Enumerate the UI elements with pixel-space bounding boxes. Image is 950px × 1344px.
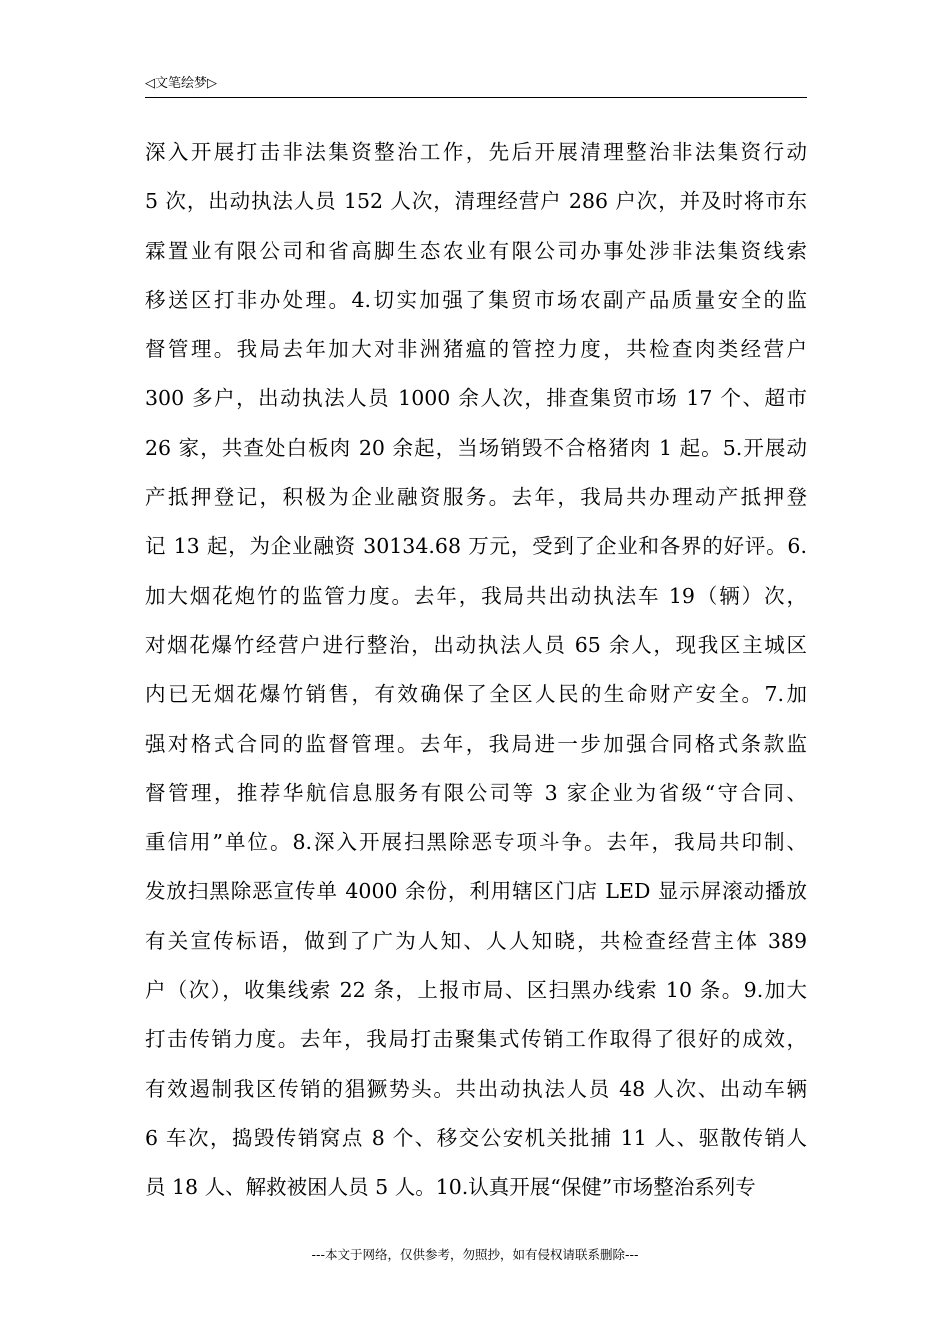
body-line: 有关宣传标语，做到了广为人知、人人知晓，共检查经营主体 389 [145, 928, 807, 953]
header-divider [145, 97, 807, 98]
body-line: 发放扫黑除恶宣传单 4000 余份，利用辖区门店 LED 显示屏滚动播放 [145, 879, 807, 904]
body-line: 员 18 人、解救被困人员 5 人。10.认真开展“保健”市场整治系列专 [145, 1175, 756, 1200]
body-line: 记 13 起，为企业融资 30134.68 万元，受到了企业和各界的好评。6. [145, 534, 807, 559]
body-line: 督管理，推荐华航信息服务有限公司等 3 家企业为省级“守合同、 [145, 780, 807, 805]
body-line: 重信用”单位。8.深入开展扫黑除恶专项斗争。去年，我局共印制、 [145, 830, 807, 855]
body-line: 移送区打非办处理。4.切实加强了集贸市场农副产品质量安全的监 [145, 287, 807, 312]
header-title: ◁文笔绘梦▷ [145, 76, 217, 91]
body-line: 5 次，出动执法人员 152 人次，清理经营户 286 户次，并及时将市东 [145, 189, 807, 214]
body-line: 有效遏制我区传销的猖獗势头。共出动执法人员 48 人次、出动车辆 [145, 1076, 807, 1101]
document-body [145, 134, 807, 1219]
body-line: 6 车次，捣毁传销窝点 8 个、移交公安机关批捕 11 人、驱散传销人 [145, 1125, 807, 1150]
body-line: 加大烟花炮竹的监管力度。去年，我局共出动执法车 19（辆）次， [145, 583, 807, 608]
page-header [145, 74, 807, 98]
body-line: 督管理。我局去年加大对非洲猪瘟的管控力度，共检查肉类经营户 [145, 337, 807, 362]
body-line: 打击传销力度。去年，我局打击聚集式传销工作取得了很好的成效， [145, 1027, 807, 1052]
body-line: 产抵押登记，积极为企业融资服务。去年，我局共办理动产抵押登 [145, 485, 807, 510]
body-line: 强对格式合同的监督管理。去年，我局进一步加强合同格式条款监 [145, 731, 807, 756]
page-footer: ---本文于网络，仅供参考，勿照抄，如有侵权请联系删除--- [311, 1247, 639, 1262]
body-line: 霖置业有限公司和省高脚生态农业有限公司办事处涉非法集资线索 [145, 238, 807, 263]
body-line: 户（次），收集线索 22 条，上报市局、区扫黑办线索 10 条。9.加大 [145, 978, 807, 1003]
body-line: 26 家，共查处白板肉 20 余起，当场销毁不合格猪肉 1 起。5.开展动 [145, 435, 807, 460]
body-line: 对烟花爆竹经营户进行整治，出动执法人员 65 余人，现我区主城区 [145, 632, 807, 657]
body-line: 深入开展打击非法集资整治工作，先后开展清理整治非法集资行动 [145, 140, 807, 164]
body-line: 300 多户，出动执法人员 1000 余人次，排查集贸市场 17 个、超市 [145, 386, 807, 411]
body-line: 内已无烟花爆竹销售，有效确保了全区人民的生命财产安全。7.加 [145, 682, 807, 707]
